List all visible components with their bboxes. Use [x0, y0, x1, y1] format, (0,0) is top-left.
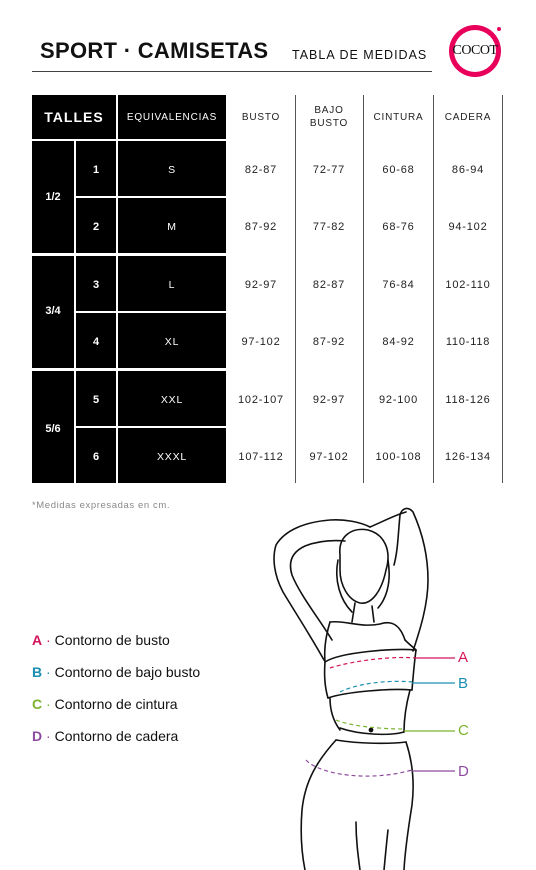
- talle-value: 1: [92, 164, 100, 176]
- cadera-value: 94-102: [448, 221, 488, 233]
- busto-value: 82-87: [244, 164, 278, 176]
- marker-label-d: D: [458, 763, 469, 780]
- equiv-header: EQUIVALENCIAS: [126, 112, 218, 123]
- logo-dot-icon: [497, 27, 501, 31]
- talle-value: 2: [92, 221, 100, 233]
- talle-value: 5: [92, 394, 100, 406]
- cadera-value: 86-94: [451, 164, 485, 176]
- busto-value: 102-107: [238, 394, 284, 406]
- busto-header: BUSTO: [241, 112, 281, 123]
- group-label-3: 5/6: [45, 423, 61, 435]
- legend-letter: B: [32, 664, 43, 680]
- busto-value: 92-97: [244, 279, 278, 291]
- brand-logo: [449, 25, 501, 77]
- group-label-2: 3/4: [45, 305, 61, 317]
- column-divider: [502, 95, 503, 483]
- brand-logo-text: COCOT: [452, 43, 498, 58]
- cintura-value: 100-108: [375, 451, 422, 463]
- bajo-busto-header-line1: BAJO: [314, 105, 344, 116]
- equiv-value: M: [167, 221, 177, 233]
- talle-value: 6: [92, 451, 100, 463]
- page-subtitle: TABLA DE MEDIDAS: [292, 48, 428, 62]
- cintura-value: 76-84: [382, 279, 415, 291]
- bajo-busto-value: 87-92: [312, 336, 346, 348]
- legend-text: Contorno de cadera: [54, 728, 179, 744]
- marker-label-c: C: [458, 722, 469, 739]
- legend-text: Contorno de busto: [54, 632, 170, 648]
- equiv-value: L: [168, 279, 176, 291]
- page-title: SPORT · CAMISETAS: [40, 38, 269, 63]
- equiv-value: XXL: [160, 394, 184, 406]
- bajo-busto-header-line2: BUSTO: [309, 118, 349, 129]
- legend-letter: D: [32, 728, 43, 744]
- legend-text: Contorno de bajo busto: [54, 664, 201, 680]
- legend-item-bajo-busto: B · Contorno de bajo busto: [32, 664, 201, 680]
- bajo-busto-value: 72-77: [312, 164, 346, 176]
- cadera-header: CADERA: [444, 112, 492, 123]
- cintura-value: 84-92: [382, 336, 415, 348]
- group-label-1: 1/2: [45, 191, 61, 203]
- cadera-value: 118-126: [445, 394, 491, 406]
- header-divider: [32, 71, 432, 72]
- legend-text: Contorno de cintura: [54, 696, 178, 712]
- legend-item-cadera: D · Contorno de cadera: [32, 728, 179, 744]
- bajo-busto-value: 77-82: [312, 221, 346, 233]
- bajo-busto-value: 82-87: [312, 279, 346, 291]
- bajo-busto-value: 92-97: [312, 394, 346, 406]
- cadera-value: 102-110: [445, 279, 491, 291]
- equiv-value: XXXL: [156, 451, 188, 463]
- legend-letter: A: [32, 632, 43, 648]
- cadera-value: 110-118: [445, 336, 491, 348]
- marker-label-b: B: [458, 675, 469, 692]
- talle-value: 3: [92, 279, 100, 291]
- legend-item-busto: A · Contorno de busto: [32, 632, 170, 648]
- body-figure-illustration: [0, 500, 536, 870]
- equiv-value: XL: [164, 336, 180, 348]
- legend-item-cintura: C · Contorno de cintura: [32, 696, 178, 712]
- busto-value: 97-102: [241, 336, 281, 348]
- talles-header: TALLES: [44, 109, 104, 125]
- measurement-note: *Medidas expresadas en cm.: [32, 500, 171, 511]
- talle-value: 4: [92, 336, 100, 348]
- cintura-value: 92-100: [378, 394, 419, 406]
- cintura-value: 60-68: [382, 164, 415, 176]
- cintura-header: CINTURA: [373, 112, 424, 123]
- legend-letter: C: [32, 696, 43, 712]
- cintura-value: 68-76: [382, 221, 415, 233]
- cadera-value: 126-134: [445, 451, 491, 463]
- bajo-busto-value: 97-102: [309, 451, 349, 463]
- busto-value: 107-112: [238, 451, 284, 463]
- marker-label-a: A: [458, 649, 469, 666]
- equiv-value: S: [168, 164, 176, 176]
- busto-value: 87-92: [244, 221, 278, 233]
